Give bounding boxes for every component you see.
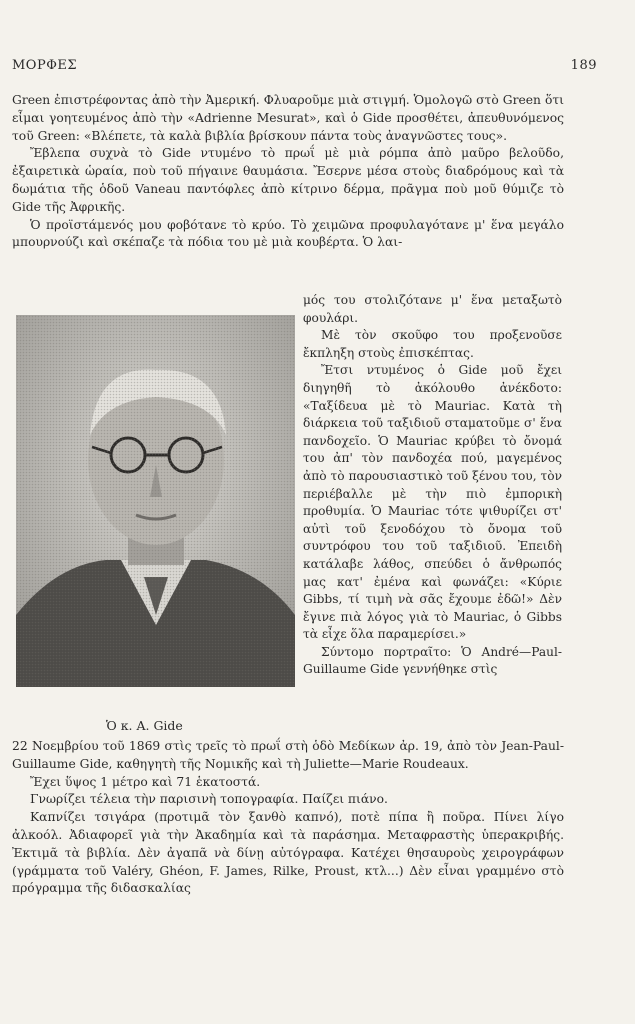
- paragraph: μός του στολιζότανε μ' ἕνα μεταξωτὸ φουλάρι.: [303, 293, 562, 325]
- paragraph: 22 Νοεμβρίου τοῦ 1869 στὶς τρεῖς τὸ πρωΐ στὴ ὁδὸ Μεδίκων ἀρ. 19, ἀπὸ τὸν Jean-Paul-Guillaume Gide, καθηγητὴ τῆς Νομικῆς καὶ τὴ Juliette—Marie Roudeaux.: [12, 739, 564, 771]
- portrait-photo: [16, 315, 295, 687]
- paragraph: Ἔτσι ντυμένος ὁ Gide μοῦ ἔχει διηγηθῆ τὸ ἀκόλουθο ἀνέκδοτο: «Ταξίδευα μὲ τὸ Mauriac. Κατὰ τὴ διάρκεια τοῦ ταξιδιοῦ σταματοῦμε σ' ἕνα πανδοχεῖο. Ὁ Mauriac κρύβει τὸ ὄνομά του ἀπ' τὸν πανδοχέα πού, μαγεμένος ἀπὸ τὸ παρουσιαστικὸ τοῦ ξένου του, τὸν περιέβαλλε μὲ τὴν πιὸ ἐμπορικὴ προθυμία. Ὁ Mauriac τότε ψιθυρίζει στ' αὐτὶ τοῦ ξενοδόχου τὸ ὄνομα τοῦ συντρόφου του τοῦ ταξιδιοῦ. Ἐπειδὴ κατάλαβε λάθος, σπεύδει ὁ ἄνθρωπός μας κατ' ἐμένα καὶ φωνάζει: «Κύριε Gibbs, τί τιμὴ νὰ σᾶς ἔχουμε ἐδῶ!» Δὲν ἔγινε πιὰ λόγος γιὰ τὸ Mauriac, ὁ Gibbs τὰ εἶχε ὅλα παραμερίσει.»: [303, 363, 562, 642]
- top-text-block: [12, 92, 564, 252]
- paragraph: Καπνίζει τσιγάρα (προτιμᾶ τὸν ξανθὸ καπνό), ποτὲ πίπα ἢ ποῦρα. Πίνει λίγο ἀλκοόλ. Ἀδιαφορεῖ γιὰ τὴν Ἀκαδημία καὶ τὰ παράσημα. Μεταφραστὴς ὑπερακριβής. Ἐκτιμᾶ τὰ βιβλία. Δὲν ἀγαπᾶ νὰ δίνῃ αὐτόγραφα. Κατέχει θησαυροὺς χειρογράφων (γράμματα τοῦ Valéry, Ghéon, F. James, Rilke, Proust, κτλ...) Δὲν εἶναι γραμμένο στὸ πρόγραμμα τῆς διδασκαλίας: [12, 810, 564, 896]
- running-header: [12, 58, 597, 76]
- paragraph: Σύντομο πορτραῖτο: Ὁ André—Paul-Guillaume Gide γεννήθηκε στὶς: [303, 644, 562, 677]
- page-number: 189: [570, 58, 597, 73]
- paragraph: Ὁ προϊστάμενός μου φοβότανε τὸ κρύο. Τὸ χειμῶνα προφυλαγότανε μ' ἕνα μεγάλο μπουρνούζι καὶ σκέπαζε τὰ πόδια του μὲ μιὰ κουβέρτα. Ὁ λαι-: [12, 217, 564, 250]
- paragraph: Ἔβλεπα συχνὰ τὸ Gide ντυμένο τὸ πρωΐ μὲ μιὰ ρόμπα ἀπὸ μαῦρο βελοῦδο, ἐξαιρετικὰ ὡραία, ποὺ τοῦ πήγαινε θαυμάσια. Ἔσερνε μέσα στοὺς διαδρόμους καὶ τὰ δωμάτια τῆς ὁδοῦ Vaneau παντόφλες ἀπὸ κίτρινο δέρμα, πρᾶγμα ποὺ μοῦ θύμιζε τὸ Gide τῆς Ἀφρικῆς.: [12, 146, 564, 214]
- journal-title: ΜΟΡΦΕΣ: [12, 58, 78, 73]
- paragraph: Μὲ τὸν σκοῦφο του προξενοῦσε ἔκπληξη στοὺς ἐπισκέπτας.: [303, 328, 562, 360]
- bottom-text-block: [12, 738, 564, 898]
- paragraph: Green ἐπιστρέφοντας ἀπὸ τὴν Ἀμερική. Φλυαροῦμε μιὰ στιγμή. Ὁμολογῶ στὸ Green ὅτι εἶμαι γοητευμένος ἀπὸ τὴν «Adrienne Mesurat», καὶ ὁ Gide προσθέτει, ἀπευθυνόμενος τοῦ Green: «Βλέπετε, τὰ καλὰ βιβλία βρίσκουν πάντα τοὺς ἀναγνῶστες τους».: [12, 93, 564, 143]
- right-column-text: [303, 292, 562, 679]
- paragraph: Γνωρίζει τέλεια τὴν παρισινὴ τοπογραφία. Παίζει πιάνο.: [30, 792, 388, 807]
- paragraph: Ἔχει ὕψος 1 μέτρο καὶ 71 ἑκατοστά.: [30, 774, 261, 789]
- portrait-image: [16, 315, 295, 687]
- photo-caption: Ὁ κ. Α. Gide: [106, 718, 183, 733]
